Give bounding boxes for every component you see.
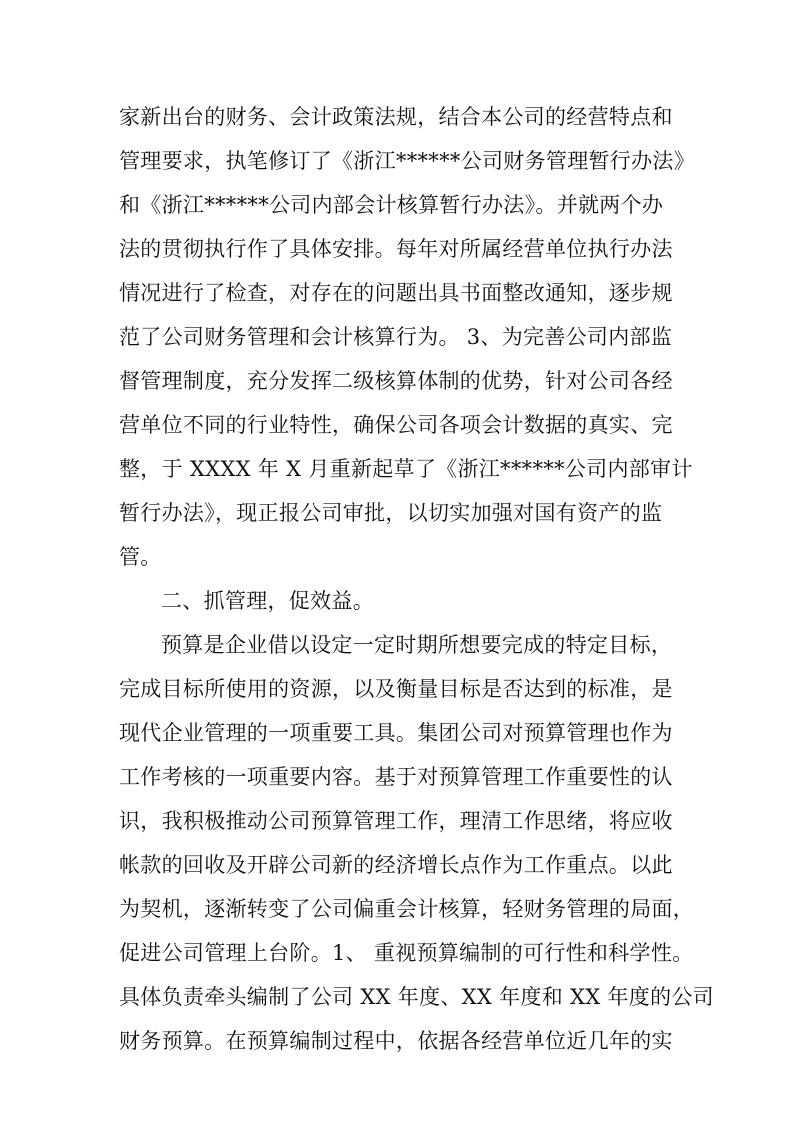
section-heading: 二、抓管理，促效益。 <box>161 589 374 613</box>
paragraph-line: 具体负责牵头编制了公司 XX 年度、XX 年度和 XX 年度的公司 <box>119 985 714 1009</box>
paragraph-line: 法的贯彻执行作了具体安排。每年对所属经营单位执行办法 <box>119 237 673 261</box>
paragraph-line: 家新出台的财务、会计政策法规，结合本公司的经营特点和 <box>119 105 673 129</box>
paragraph-line: 范了公司财务管理和会计核算行为。 3、为完善公司内部监 <box>119 325 673 349</box>
paragraph-line: 督管理制度，充分发挥二级核算体制的优势，针对公司各经 <box>119 369 673 393</box>
paragraph-line: 工作考核的一项重要内容。基于对预算管理工作重要性的认 <box>119 765 673 789</box>
paragraph-line: 暂行办法》，现正报公司审批，以切实加强对国有资产的监 <box>119 501 663 525</box>
paragraph-line: 为契机，逐渐转变了公司偏重会计核算，轻财务管理的局面， <box>119 897 695 921</box>
paragraph-line: 营单位不同的行业特性，确保公司各项会计数据的真实、完 <box>119 413 673 437</box>
paragraph-line: 财务预算。在预算编制过程中，依据各经营单位近几年的实 <box>119 1029 673 1053</box>
paragraph-line: 完成目标所使用的资源，以及衡量目标是否达到的标准，是 <box>119 677 673 701</box>
paragraph-line: 现代企业管理的一项重要工具。集团公司对预算管理也作为 <box>119 721 673 745</box>
paragraph-line: 情况进行了检查，对存在的问题出具书面整改通知，逐步规 <box>119 281 673 305</box>
paragraph-line: 促进公司管理上台阶。1、 重视预算编制的可行性和科学性。 <box>119 941 694 965</box>
paragraph-line: 整，于 XXXX 年 X 月重新起草了《浙江******公司内部审计 <box>119 457 693 481</box>
paragraph-line: 帐款的回收及开辟公司新的经济增长点作为工作重点。以此 <box>119 853 673 877</box>
paragraph-line: 识，我积极推动公司预算管理工作，理清工作思绪，将应收 <box>119 809 673 833</box>
paragraph-line: 和《浙江******公司内部会计核算暂行办法》。并就两个办 <box>119 193 664 217</box>
paragraph-line: 预算是企业借以设定一定时期所想要完成的特定目标， <box>161 633 673 657</box>
paragraph-line: 管理要求，执笔修订了《浙江******公司财务管理暂行办法》 <box>119 149 695 173</box>
paragraph-line: 管。 <box>119 545 162 569</box>
